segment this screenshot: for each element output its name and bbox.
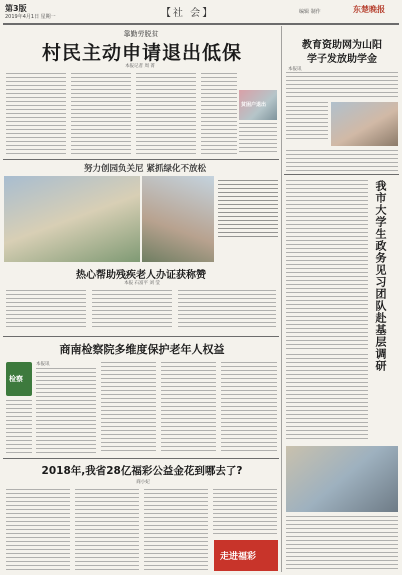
- paper-logo: 东楚晚报: [353, 5, 385, 14]
- page-number: 第3版: [5, 4, 27, 13]
- date-line: 2019年4月1日 星期一: [5, 14, 56, 20]
- article1-body-col1: [6, 73, 66, 155]
- article3-byline: 本报讯: [36, 362, 50, 367]
- article3-rule: [3, 336, 279, 337]
- photo-main-right: [142, 176, 214, 262]
- photo-caption-title: 努力创园负关尼 紧抓绿化不放松: [84, 164, 206, 174]
- article4-rule: [3, 458, 279, 459]
- article4-byline: 商小妃: [136, 480, 150, 485]
- article2-body-col3: [178, 290, 276, 330]
- article3-title: 商南检察院多维度保护老年人权益: [59, 343, 225, 356]
- article2-body-col2: [92, 290, 172, 330]
- column-divider: [281, 26, 282, 572]
- masthead: [3, 0, 399, 24]
- article1-body-col2: [71, 73, 131, 155]
- article3-body-col4: [221, 362, 277, 454]
- right-article2-body-bottom: [286, 516, 398, 571]
- right-article1-body-bottom: [286, 150, 398, 172]
- article1-title: 村民主动申请退出低保: [41, 42, 242, 64]
- article4-title: 2018年,我省28亿福彩公益金花到哪去了?: [41, 465, 243, 477]
- section-title: 【社 会】: [161, 8, 215, 19]
- article1-inset-label: 贫困户退出: [241, 102, 267, 108]
- article3-badge: [6, 362, 32, 396]
- fucai-ad-label: 走进福彩: [220, 552, 257, 562]
- article3-body-col1: [36, 368, 96, 454]
- right-article1-title-1: 教育资助网为山阳: [302, 40, 382, 51]
- photo-section-rule: [3, 159, 279, 160]
- paper-info: 编辑 制作: [299, 9, 321, 15]
- photo-caption-text: [218, 180, 278, 240]
- right-article2-photo: [286, 446, 398, 512]
- right-article1-body-left: [286, 102, 328, 140]
- masthead-rule: [3, 23, 399, 25]
- section-label: 社 会: [173, 8, 203, 19]
- right-article2-vertical-title: 我市大学生政务见习团队赴基层调研: [374, 180, 387, 372]
- article1-body-col3: [136, 73, 196, 155]
- article1-kicker: 靠勤劳脱贫: [123, 30, 159, 38]
- right-article2-body-col2: [286, 354, 368, 442]
- right-article1-photo: [331, 102, 398, 146]
- right-article2-rule: [284, 174, 399, 175]
- article3-body-col3: [161, 362, 216, 454]
- right-article1-title-2: 学子发放助学金: [307, 54, 377, 65]
- article3-badge-text: 检察: [9, 375, 23, 383]
- article4-body-col3: [144, 489, 208, 571]
- article1-body-col5: [239, 123, 277, 155]
- article1-byline: 本报记者 周 菁: [125, 64, 155, 69]
- article1-body-col4: [201, 73, 237, 155]
- article2-title: 热心帮助残疾老人办证获称赞: [76, 270, 206, 281]
- photo-main-left: [4, 176, 140, 262]
- article3-body-col2: [101, 362, 156, 454]
- article4-body-col1: [6, 489, 70, 571]
- right-article1-byline: 本报讯: [288, 67, 302, 72]
- article2-byline: 本报 石富平 刘 莹: [124, 281, 160, 286]
- article1-inset-photo: [239, 90, 277, 120]
- article4-body-col4: [213, 489, 277, 537]
- article2-body-col1: [6, 290, 86, 330]
- right-article2-body-col1: [286, 180, 368, 350]
- right-article1-body-top: [286, 72, 398, 100]
- article4-body-col2: [75, 489, 139, 571]
- article3-body-col0: [6, 400, 32, 454]
- fucai-ad: [214, 540, 278, 571]
